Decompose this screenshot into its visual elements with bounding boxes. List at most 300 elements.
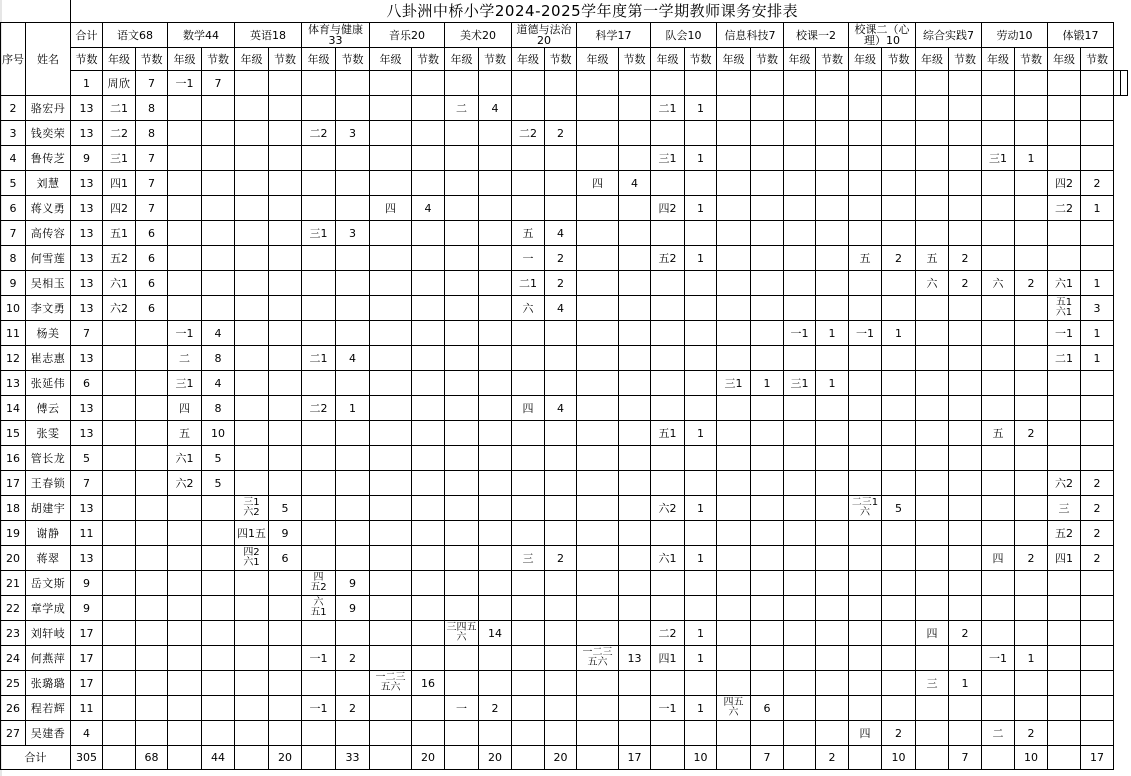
grade-cell[interactable]: 一1 — [302, 696, 336, 721]
grade-cell[interactable] — [717, 196, 751, 221]
grade-cell[interactable] — [1114, 71, 1121, 96]
grade-cell[interactable] — [302, 146, 336, 171]
count-cell[interactable] — [619, 421, 651, 446]
header-grade[interactable]: 年级 — [651, 48, 685, 71]
count-cell[interactable] — [816, 346, 849, 371]
count-cell[interactable] — [619, 346, 651, 371]
count-cell[interactable] — [202, 96, 235, 121]
grade-cell[interactable] — [849, 296, 882, 321]
grade-cell[interactable] — [577, 396, 619, 421]
grade-cell[interactable] — [1048, 596, 1081, 621]
grade-cell[interactable]: 二1 — [302, 346, 336, 371]
count-cell[interactable] — [136, 421, 168, 446]
count-cell[interactable]: 6 — [136, 221, 168, 246]
grade-cell[interactable] — [168, 521, 202, 546]
count-cell[interactable] — [202, 271, 235, 296]
grade-cell[interactable]: 二1 — [512, 271, 545, 296]
header-count[interactable]: 节数 — [336, 48, 370, 71]
grade-cell[interactable] — [849, 471, 882, 496]
grade-cell[interactable] — [445, 271, 479, 296]
grade-cell[interactable] — [784, 446, 816, 471]
header-count[interactable]: 节数 — [479, 48, 512, 71]
count-cell[interactable]: 14 — [479, 621, 512, 646]
grade-cell[interactable] — [784, 396, 816, 421]
totals-count[interactable]: 10 — [685, 746, 717, 770]
grade-cell[interactable] — [168, 296, 202, 321]
count-cell[interactable] — [1081, 446, 1114, 471]
grade-cell[interactable] — [235, 721, 269, 746]
grade-cell[interactable] — [370, 271, 412, 296]
grade-cell-multiline[interactable] — [235, 496, 269, 521]
teacher-name[interactable]: 谢静 — [26, 521, 71, 546]
grade-cell[interactable]: 一1 — [784, 321, 816, 346]
count-cell[interactable] — [882, 221, 916, 246]
totals-count[interactable]: 7 — [949, 746, 982, 770]
count-cell[interactable] — [949, 571, 982, 596]
row-seq[interactable]: 10 — [1, 296, 26, 321]
count-cell[interactable] — [882, 371, 916, 396]
grade-cell[interactable] — [302, 621, 336, 646]
count-cell[interactable] — [1081, 396, 1114, 421]
totals-grade-blank[interactable] — [235, 746, 269, 770]
count-cell[interactable] — [949, 96, 982, 121]
grade-cell[interactable] — [235, 446, 269, 471]
count-cell[interactable] — [949, 321, 982, 346]
totals-grade-blank[interactable] — [577, 746, 619, 770]
count-cell[interactable] — [336, 671, 370, 696]
count-cell[interactable] — [619, 121, 651, 146]
count-cell[interactable] — [949, 521, 982, 546]
grade-cell[interactable] — [577, 671, 619, 696]
count-cell[interactable] — [751, 296, 784, 321]
totals-grade-blank[interactable] — [717, 746, 751, 770]
grade-cell[interactable]: 二2 — [512, 121, 545, 146]
totals-grade-blank[interactable] — [168, 746, 202, 770]
grade-cell[interactable] — [512, 696, 545, 721]
grade-cell[interactable] — [577, 221, 619, 246]
grade-cell[interactable] — [1048, 121, 1081, 146]
count-cell[interactable] — [269, 246, 302, 271]
count-cell[interactable] — [412, 271, 445, 296]
count-cell[interactable] — [882, 446, 916, 471]
teacher-name[interactable]: 管长龙 — [26, 446, 71, 471]
grade-cell[interactable] — [445, 671, 479, 696]
row-seq[interactable]: 18 — [1, 496, 26, 521]
count-cell[interactable] — [545, 371, 577, 396]
row-seq[interactable]: 17 — [1, 471, 26, 496]
count-cell[interactable] — [685, 521, 717, 546]
grade-cell[interactable] — [651, 571, 685, 596]
grade-cell[interactable] — [445, 146, 479, 171]
header-grade[interactable]: 年级 — [916, 48, 949, 71]
count-cell[interactable] — [882, 671, 916, 696]
count-cell[interactable]: 8 — [136, 96, 168, 121]
count-cell[interactable] — [751, 621, 784, 646]
count-cell[interactable]: 8 — [202, 396, 235, 421]
count-cell[interactable] — [1015, 671, 1048, 696]
grade-cell[interactable] — [302, 496, 336, 521]
count-cell[interactable] — [412, 221, 445, 246]
count-cell[interactable] — [949, 346, 982, 371]
grade-cell[interactable] — [717, 246, 751, 271]
grade-cell[interactable]: 五 — [512, 221, 545, 246]
grade-cell[interactable] — [651, 296, 685, 321]
grade-cell[interactable] — [651, 721, 685, 746]
row-total[interactable]: 17 — [71, 646, 103, 671]
count-cell[interactable] — [336, 421, 370, 446]
row-seq[interactable]: 9 — [1, 271, 26, 296]
count-cell[interactable]: 4 — [202, 321, 235, 346]
count-cell[interactable] — [1015, 596, 1048, 621]
totals-grade-blank[interactable] — [651, 746, 685, 770]
count-cell[interactable]: 4 — [545, 221, 577, 246]
count-cell[interactable] — [412, 421, 445, 446]
header-count[interactable]: 节数 — [545, 48, 577, 71]
count-cell[interactable] — [412, 146, 445, 171]
header-count[interactable]: 节数 — [136, 48, 168, 71]
count-cell[interactable] — [479, 246, 512, 271]
grade-cell[interactable] — [512, 621, 545, 646]
grade-cell[interactable] — [717, 646, 751, 671]
count-cell[interactable]: 1 — [685, 146, 717, 171]
grade-cell[interactable] — [916, 521, 949, 546]
row-total[interactable]: 13 — [71, 396, 103, 421]
count-cell[interactable] — [816, 246, 849, 271]
count-cell[interactable] — [136, 571, 168, 596]
grade-cell[interactable] — [651, 521, 685, 546]
grade-cell[interactable]: 五2 — [103, 246, 136, 271]
grade-cell[interactable] — [103, 696, 136, 721]
grade-cell[interactable] — [103, 421, 136, 446]
count-cell[interactable] — [816, 571, 849, 596]
totals-grade-blank[interactable] — [1048, 746, 1081, 770]
count-cell[interactable] — [136, 621, 168, 646]
grade-cell[interactable]: 五2 — [651, 246, 685, 271]
header-grade[interactable]: 年级 — [1048, 48, 1081, 71]
grade-cell[interactable] — [982, 471, 1015, 496]
grade-cell[interactable] — [445, 546, 479, 571]
grade-cell[interactable] — [235, 671, 269, 696]
grade-cell[interactable] — [916, 371, 949, 396]
grade-cell[interactable] — [512, 146, 545, 171]
count-cell[interactable] — [336, 196, 370, 221]
count-cell[interactable] — [1015, 396, 1048, 421]
grade-cell[interactable] — [445, 596, 479, 621]
row-total[interactable]: 6 — [71, 371, 103, 396]
count-cell[interactable] — [816, 146, 849, 171]
count-cell[interactable] — [269, 721, 302, 746]
grade-cell-multiline[interactable] — [302, 571, 336, 596]
grade-cell[interactable] — [577, 621, 619, 646]
grade-cell[interactable] — [168, 171, 202, 196]
grade-cell[interactable] — [717, 471, 751, 496]
grade-cell[interactable] — [235, 396, 269, 421]
count-cell[interactable]: 7 — [136, 146, 168, 171]
teacher-name[interactable]: 鲁传芝 — [26, 146, 71, 171]
count-cell[interactable] — [1081, 96, 1114, 121]
count-cell[interactable] — [816, 696, 849, 721]
count-cell[interactable] — [751, 671, 784, 696]
grade-cell[interactable] — [982, 396, 1015, 421]
count-cell[interactable] — [816, 521, 849, 546]
grade-cell[interactable]: 一1 — [168, 71, 202, 96]
count-cell[interactable] — [479, 221, 512, 246]
count-cell[interactable] — [336, 321, 370, 346]
count-cell[interactable] — [412, 571, 445, 596]
grade-cell[interactable] — [168, 196, 202, 221]
count-cell[interactable] — [545, 346, 577, 371]
count-cell[interactable] — [751, 171, 784, 196]
teacher-name[interactable]: 高传容 — [26, 221, 71, 246]
count-cell[interactable] — [545, 596, 577, 621]
count-cell[interactable] — [816, 446, 849, 471]
count-cell[interactable] — [412, 646, 445, 671]
totals-grade-blank[interactable] — [982, 746, 1015, 770]
count-cell[interactable] — [202, 571, 235, 596]
grade-cell[interactable] — [445, 221, 479, 246]
grade-cell[interactable] — [916, 471, 949, 496]
count-cell[interactable] — [816, 596, 849, 621]
count-cell[interactable] — [751, 271, 784, 296]
count-cell[interactable] — [269, 696, 302, 721]
grade-cell[interactable] — [512, 96, 545, 121]
grade-cell[interactable] — [982, 221, 1015, 246]
grade-cell[interactable]: 一1 — [302, 646, 336, 671]
header-count[interactable]: 节数 — [751, 48, 784, 71]
grade-cell[interactable] — [302, 446, 336, 471]
count-cell[interactable]: 5 — [269, 496, 302, 521]
grade-cell[interactable] — [168, 571, 202, 596]
count-cell[interactable] — [479, 521, 512, 546]
grade-cell[interactable] — [916, 421, 949, 446]
count-cell[interactable]: 3 — [1081, 296, 1114, 321]
grade-cell[interactable] — [1048, 671, 1081, 696]
grade-cell[interactable] — [512, 346, 545, 371]
count-cell[interactable]: 4 — [412, 196, 445, 221]
grade-cell[interactable] — [302, 271, 336, 296]
grade-cell[interactable]: 五 — [982, 421, 1015, 446]
grade-cell[interactable] — [849, 621, 882, 646]
grade-cell[interactable]: 四 — [916, 621, 949, 646]
grade-cell[interactable] — [982, 496, 1015, 521]
grade-cell[interactable] — [445, 346, 479, 371]
grade-cell[interactable] — [717, 171, 751, 196]
grade-cell[interactable] — [235, 471, 269, 496]
grade-cell[interactable] — [512, 171, 545, 196]
count-cell[interactable] — [202, 171, 235, 196]
count-cell[interactable] — [619, 696, 651, 721]
count-cell[interactable] — [479, 396, 512, 421]
grade-cell[interactable] — [168, 621, 202, 646]
count-cell[interactable] — [1015, 371, 1048, 396]
grade-cell[interactable] — [651, 671, 685, 696]
grade-cell[interactable] — [512, 371, 545, 396]
header-subject[interactable]: 劳动10 — [982, 23, 1048, 48]
grade-cell[interactable] — [577, 296, 619, 321]
count-cell[interactable] — [1015, 621, 1048, 646]
count-cell[interactable] — [882, 521, 916, 546]
count-cell[interactable] — [269, 421, 302, 446]
grade-cell[interactable]: 五1 — [103, 221, 136, 246]
header-subject[interactable]: 体锻17 — [1048, 23, 1114, 48]
grade-cell[interactable] — [235, 346, 269, 371]
header-subject[interactable]: 校课一2 — [784, 23, 849, 48]
count-cell[interactable] — [412, 346, 445, 371]
count-cell[interactable] — [1015, 96, 1048, 121]
count-cell[interactable]: 1 — [685, 246, 717, 271]
grade-cell[interactable] — [916, 596, 949, 621]
grade-cell[interactable]: 三1 — [168, 371, 202, 396]
count-cell[interactable]: 10 — [202, 421, 235, 446]
grade-cell[interactable] — [916, 646, 949, 671]
totals-count[interactable]: 10 — [1015, 746, 1048, 770]
count-cell[interactable]: 6 — [136, 296, 168, 321]
header-grade[interactable]: 年级 — [445, 48, 479, 71]
grade-cell[interactable] — [577, 496, 619, 521]
grade-cell[interactable] — [577, 346, 619, 371]
count-cell[interactable]: 1 — [685, 196, 717, 221]
grade-cell[interactable]: 五 — [168, 421, 202, 446]
grade-cell[interactable] — [916, 221, 949, 246]
grade-cell[interactable] — [1048, 371, 1081, 396]
count-cell[interactable] — [882, 571, 916, 596]
grade-cell[interactable] — [168, 546, 202, 571]
count-cell[interactable] — [412, 171, 445, 196]
teacher-name[interactable]: 张延伟 — [26, 371, 71, 396]
grade-cell[interactable] — [849, 571, 882, 596]
count-cell[interactable] — [545, 471, 577, 496]
grade-cell[interactable] — [302, 196, 336, 221]
grade-cell[interactable]: 四2 — [103, 196, 136, 221]
count-cell[interactable] — [545, 321, 577, 346]
count-cell[interactable] — [949, 546, 982, 571]
count-cell[interactable] — [882, 146, 916, 171]
count-cell[interactable]: 1 — [685, 421, 717, 446]
count-cell[interactable] — [619, 296, 651, 321]
count-cell[interactable]: 2 — [1081, 521, 1114, 546]
header-count[interactable]: 节数 — [816, 48, 849, 71]
grade-cell[interactable] — [784, 196, 816, 221]
grade-cell[interactable] — [445, 371, 479, 396]
grade-cell[interactable]: 三1 — [717, 371, 751, 396]
count-cell[interactable] — [751, 346, 784, 371]
grade-cell[interactable] — [445, 321, 479, 346]
grade-cell[interactable] — [1048, 146, 1081, 171]
grade-cell[interactable] — [302, 521, 336, 546]
grade-cell[interactable] — [784, 621, 816, 646]
grade-cell[interactable] — [445, 421, 479, 446]
count-cell[interactable] — [949, 421, 982, 446]
grade-cell[interactable]: 六2 — [168, 471, 202, 496]
count-cell[interactable] — [136, 646, 168, 671]
grade-cell[interactable]: 三1 — [302, 221, 336, 246]
count-cell[interactable] — [269, 146, 302, 171]
grade-cell[interactable] — [717, 296, 751, 321]
totals-count[interactable]: 20 — [545, 746, 577, 770]
count-cell[interactable] — [949, 471, 982, 496]
count-cell[interactable]: 2 — [336, 646, 370, 671]
grade-cell[interactable] — [982, 296, 1015, 321]
grade-cell[interactable] — [1048, 571, 1081, 596]
count-cell[interactable] — [202, 221, 235, 246]
grade-cell[interactable] — [235, 221, 269, 246]
row-seq[interactable]: 2 — [1, 96, 26, 121]
grade-cell[interactable] — [445, 246, 479, 271]
count-cell[interactable]: 7 — [202, 71, 235, 96]
grade-cell[interactable] — [784, 96, 816, 121]
grade-cell[interactable]: 一 — [512, 246, 545, 271]
teacher-name[interactable]: 蒋翠 — [26, 546, 71, 571]
grade-cell[interactable] — [302, 546, 336, 571]
grade-cell[interactable] — [512, 521, 545, 546]
count-cell[interactable] — [619, 396, 651, 421]
grade-cell[interactable] — [445, 396, 479, 421]
count-cell[interactable] — [1015, 321, 1048, 346]
count-cell[interactable] — [816, 396, 849, 421]
count-cell[interactable] — [269, 646, 302, 671]
grade-cell[interactable] — [916, 171, 949, 196]
count-cell[interactable] — [816, 221, 849, 246]
count-cell[interactable] — [202, 121, 235, 146]
grade-cell[interactable] — [1048, 221, 1081, 246]
grade-cell[interactable] — [651, 221, 685, 246]
count-cell[interactable] — [545, 196, 577, 221]
grade-cell[interactable] — [651, 446, 685, 471]
totals-count[interactable]: 17 — [619, 746, 651, 770]
totals-grade-blank[interactable] — [916, 746, 949, 770]
grade-cell[interactable] — [235, 121, 269, 146]
row-total[interactable]: 4 — [71, 721, 103, 746]
count-cell[interactable]: 4 — [619, 171, 651, 196]
teacher-name[interactable]: 刘慧 — [26, 171, 71, 196]
count-cell[interactable] — [685, 346, 717, 371]
grade-cell[interactable] — [302, 96, 336, 121]
grade-cell[interactable] — [103, 546, 136, 571]
count-cell[interactable] — [545, 496, 577, 521]
header-total[interactable]: 合计 — [71, 23, 103, 48]
row-seq[interactable]: 8 — [1, 246, 26, 271]
header-grade[interactable]: 年级 — [512, 48, 545, 71]
grade-cell[interactable] — [235, 146, 269, 171]
count-cell[interactable] — [336, 721, 370, 746]
totals-count[interactable]: 17 — [1081, 746, 1114, 770]
grade-cell[interactable] — [784, 596, 816, 621]
grade-cell[interactable] — [577, 121, 619, 146]
count-cell[interactable] — [479, 596, 512, 621]
row-total[interactable]: 13 — [71, 546, 103, 571]
grade-cell[interactable] — [916, 496, 949, 521]
grade-cell[interactable] — [168, 496, 202, 521]
grade-cell[interactable] — [1048, 396, 1081, 421]
row-total[interactable]: 13 — [71, 171, 103, 196]
grade-cell[interactable]: 一1 — [168, 321, 202, 346]
count-cell[interactable] — [269, 71, 302, 96]
grade-cell[interactable]: 三1 — [651, 146, 685, 171]
grade-cell[interactable] — [651, 121, 685, 146]
row-total[interactable]: 13 — [71, 346, 103, 371]
grade-cell[interactable] — [651, 171, 685, 196]
count-cell[interactable] — [619, 721, 651, 746]
row-seq[interactable]: 27 — [1, 721, 26, 746]
grade-cell[interactable]: 六1 — [1048, 271, 1081, 296]
header-grade[interactable]: 年级 — [849, 48, 882, 71]
count-cell[interactable]: 2 — [545, 271, 577, 296]
count-cell[interactable]: 6 — [269, 546, 302, 571]
count-cell[interactable] — [1081, 671, 1114, 696]
totals-grade-blank[interactable] — [784, 746, 816, 770]
grade-cell[interactable] — [784, 271, 816, 296]
count-cell[interactable] — [545, 171, 577, 196]
